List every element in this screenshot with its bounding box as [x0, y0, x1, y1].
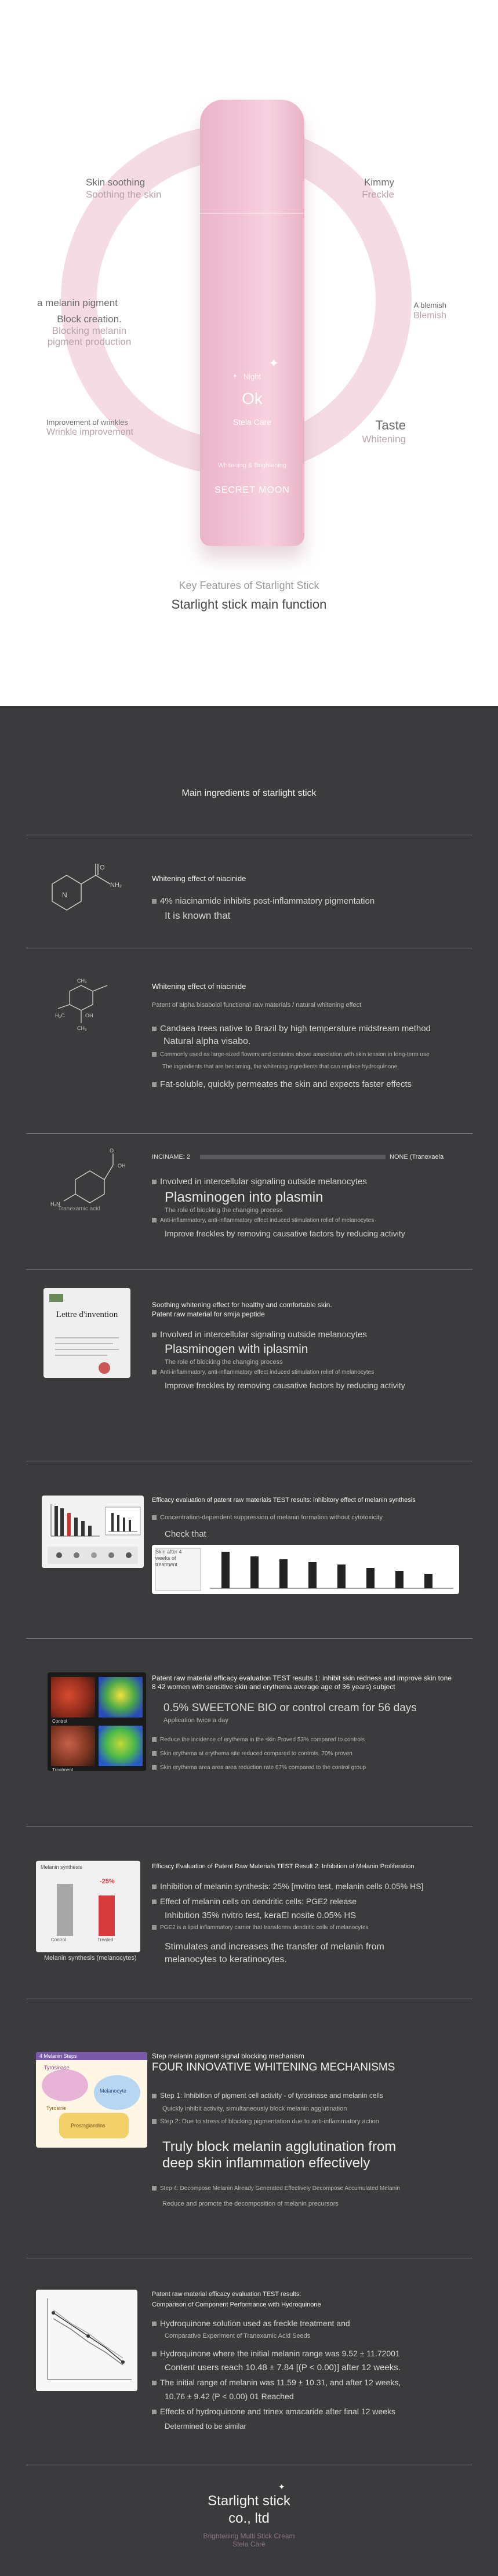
efficacy2-note1: Reduce the incidence of erythema in the skin Proved 53% compared to controls — [152, 1737, 365, 1743]
patent-document-image — [43, 1288, 130, 1378]
svg-text:N: N — [62, 891, 67, 899]
diag-label-1: Tyrosinase — [44, 2065, 70, 2071]
efficacy1-line1: Check that — [165, 1529, 206, 1539]
efficacy3-line5: melanocytes to keratinocytes. — [165, 1955, 287, 1964]
divider — [26, 1133, 472, 1134]
tranexamic-big: Plasminogen into plasmin — [165, 1189, 323, 1205]
diag-label-3: Tyrosine — [46, 2105, 67, 2111]
mechanisms-big1: Truly block melanin agglutination from — [162, 2139, 397, 2155]
arbutin-line3: Fat-soluble, quickly permeates the skin and expects faster effects — [152, 1079, 412, 1089]
peptide-big: Plasminogen with iplasmin — [165, 1342, 308, 1356]
doc-line — [55, 1349, 119, 1350]
tranexamic-note: The role of blocking the changing process — [165, 1207, 283, 1214]
svg-text:O: O — [110, 1148, 114, 1154]
feature-taste: Taste Whitening — [362, 418, 406, 445]
hydroquinone-note: Comparative Experiment of Tranexamic Acid Seeds — [165, 2333, 311, 2339]
hydroquinone-line4: The initial range of melanin was 11.59 ± 10.31, and after 12 weeks, — [152, 2378, 401, 2387]
efficacy2-big: 0.5% SWEETONE BIO or control cream for 56 days — [163, 1702, 417, 1714]
divider — [26, 1826, 472, 1827]
hydroquinone-line1: Hydroquinone solution used as freckle treatment and — [152, 2319, 350, 2328]
bar-label-treated: Treated — [97, 1937, 114, 1942]
melanin-synthesis-chart-image — [36, 1861, 140, 1952]
ingredients-title: Main ingredients of starlight stick — [181, 788, 317, 798]
efficacy3-line1: Inhibition of melanin synthesis: 25% [mvitro test, melanin cells 0.05% HS] — [152, 1882, 423, 1891]
mechanisms-step4: Step 4: Decompose Melanin Already Generated Effectively Decompose Accumulated Melanin — [152, 2185, 400, 2192]
mechanisms-title: FOUR INNOVATIVE WHITENING MECHANISMS — [152, 2061, 395, 2073]
product-maker: SECRET MOON — [215, 485, 290, 495]
hydroquinone-line5: 10.76 ± 9.42 (P < 0.00) 01 Reached — [165, 2392, 294, 2401]
niacinamide-line1: 4% niacinamide inhibits post-inflammatory pigmentation — [152, 896, 375, 906]
redacted-bar — [200, 1155, 386, 1159]
efficacy3-caption: Melanin synthesis (melanocytes) — [44, 1955, 137, 1962]
peptide-line1: Involved in intercellular signaling outside melanocytes — [152, 1330, 367, 1340]
hydroquinone-line6: Effects of hydroquinone and trinex amacaride after final 12 weeks — [152, 2407, 395, 2416]
hydroquinone-line3: Content users reach 10.48 ± 7.84 [(P < 0.00)] after 12 weeks. — [165, 2363, 401, 2373]
svg-text:H₃C: H₃C — [55, 1013, 65, 1018]
diag-label-4: Prostaglandins — [71, 2123, 106, 2129]
product-brand-line1: Night — [243, 372, 261, 381]
footer-title: Starlight stick co., ltd — [208, 2493, 290, 2526]
arbutin-note2: Commonly used as large-sized flowers and contains above association with skin tension in long-term use — [152, 1051, 430, 1058]
feature-skin-soothing: Skin soothing Soothing the skin — [86, 177, 162, 200]
hydroquinone-comparison-chart-image — [36, 2290, 137, 2391]
key-features-caption: Key Features of Starlight Stick — [179, 580, 319, 591]
bar-control — [57, 1884, 73, 1936]
footer-subtitle: Brightening Multi Stick Cream Stela Care — [203, 2532, 295, 2548]
peptide-line2: Improve freckles by removing causative factors by reducing activity — [165, 1381, 405, 1390]
arbutin-note3: The ingredients that are becoming, the whitening ingredients that can replace hydroquinone, — [162, 1064, 399, 1070]
tranexamic-line2: Improve freckles by removing causative factors by reducing activity — [165, 1229, 405, 1238]
efficacy3-line4: Stimulates and increases the transfer of melanin from — [165, 1942, 384, 1952]
divider — [26, 1638, 472, 1639]
arbutin-header: Whitening effect of niacinide — [152, 982, 246, 991]
svg-text:OH: OH — [118, 1163, 126, 1169]
feature-melanin: a melanin pigment — [37, 297, 118, 308]
before-heatmap — [99, 1677, 143, 1718]
svg-text:OH: OH — [85, 1013, 93, 1018]
feature-wrinkles: Improvement of wrinkles Wrinkle improvement — [46, 418, 133, 437]
svg-text:H₂N: H₂N — [50, 1201, 60, 1207]
chart-label: Melanin synthesis — [41, 1864, 82, 1870]
bar-treated — [99, 1895, 115, 1936]
product-brand-line2: Ok — [242, 390, 263, 407]
arbutin-note: Patent of alpha bisabolol functional raw materials / natural whitening effect — [152, 1002, 362, 1009]
mechanisms-big2: deep skin inflammation effectively — [162, 2155, 370, 2171]
niacinamide-header: Whitening effect of niacinide — [152, 874, 246, 883]
mechanisms-step4b: Reduce and promote the decomposition of melanin precursors — [162, 2200, 339, 2207]
before-photo — [51, 1677, 95, 1718]
svg-text:CH₃: CH₃ — [77, 1025, 87, 1031]
product-stick — [200, 100, 304, 546]
after-photo — [51, 1726, 95, 1766]
mechanisms-step1b: Quickly inhibit activity, simultaneously block melanin agglutination — [162, 2105, 347, 2112]
peptide-note2: Anti-inflammatory, anti-inflammatory effect induced stimulation relief of melanocytes — [152, 1369, 374, 1376]
arbutin-line1: Candaea trees native to Brazil by high temperature midstream method — [152, 1024, 431, 1034]
hydroquinone-line2: Hydroquinone where the initial melanin range was 9.52 ± 11.72001 — [152, 2349, 400, 2358]
efficacy3-note: PGE2 is a lipid inflammatory carrier that transforms dendritic cells of melanocytes — [152, 1924, 369, 1931]
label-treatment: Treatment — [52, 1767, 74, 1771]
efficacy3-line2: Effect of melanin cells on dendritic cells: PGE2 release — [152, 1897, 357, 1906]
diag-label-2: Melanocyte — [100, 2088, 127, 2094]
feature-block-creation: Block creation. Blocking melanin pigment production — [47, 314, 132, 347]
svg-text:CH₃: CH₃ — [77, 978, 87, 984]
efficacy2-note3: Skin erythema area area area reduction rate 67% compared to the control group — [152, 1764, 366, 1771]
peptide-header2: Patent raw material for smija peptide — [152, 1310, 265, 1318]
tranexamic-inci-left: INCINAME: 2 — [152, 1154, 191, 1160]
product-name: Stela Care — [232, 417, 272, 427]
logo-icon — [49, 1294, 63, 1302]
main-function-title: Starlight stick main function — [171, 597, 327, 612]
cell-shape — [42, 2069, 88, 2101]
tranexamic-line1: Involved in intercellular signaling outside melanocytes — [152, 1177, 367, 1187]
svg-text:NH₂: NH₂ — [110, 882, 122, 889]
svg-text:O: O — [100, 864, 105, 871]
diagram-title: 4 Melanin Steps — [36, 2052, 147, 2060]
sparkle-small-icon: ✦ — [232, 373, 238, 380]
tranexamic-note2: Anti-inflammatory, anti-inflammatory effect induced stimulation relief of melanocytes — [152, 1217, 374, 1224]
efficacy1-note: Concentration-dependent suppression of melanin formation without cytotoxicity — [152, 1514, 383, 1521]
seal-icon — [99, 1362, 110, 1374]
chart-pct: -25% — [100, 1878, 115, 1885]
doc-line — [55, 1337, 119, 1338]
efficacy1-header: Efficacy evaluation of patent raw materials TEST results: inhibitory effect of melanin synthesis — [152, 1497, 416, 1504]
mechanisms-step1: Step 1: Inhibition of pigment cell activity - of tyrosinase and melanin cells — [152, 2091, 383, 2100]
label-control: Control — [52, 1719, 67, 1724]
tranexamic-inci-right: NONE (Tranexaela — [390, 1154, 444, 1160]
feature-kimmy: Kimmy Freckle — [362, 177, 394, 200]
feature-blemish: A blemish Blemish — [413, 301, 446, 321]
footer-sparkle-icon: ✦ — [278, 2482, 285, 2491]
melanin-efficacy-chart-image — [42, 1496, 144, 1568]
hydroquinone-header2: Comparison of Component Performance with Hydroquinone — [152, 2301, 321, 2308]
divider — [26, 1269, 472, 1270]
after-heatmap — [99, 1726, 143, 1766]
efficacy2-note2: Skin erythema at erythema site reduced compared to controls, 70% proven — [152, 1751, 352, 1757]
skin-redness-images — [48, 1672, 146, 1771]
efficacy2-note: Application twice a day — [163, 1717, 228, 1724]
doc-line — [55, 1355, 107, 1356]
tranexamic-caption: Tranexamic acid — [58, 1206, 100, 1212]
bar-label-control: Control — [51, 1937, 66, 1942]
efficacy2-header: Patent raw material efficacy evaluation TEST results 1: inhibit skin redness and improve skin tone 8 42 women with sensitive skin and erythema average age of 36 years) subject — [152, 1674, 452, 1691]
efficacy1-bar-chart-image — [152, 1545, 459, 1594]
doc-line — [55, 1343, 113, 1344]
hero-section — [0, 0, 498, 706]
efficacy3-line3: Inhibition 35% nvitro test, keraEl nosite 0.05% HS — [165, 1911, 357, 1920]
peptide-header: Soothing whitening effect for healthy and comfortable skin. — [152, 1301, 332, 1309]
efficacy3-header: Efficacy Evaluation of Patent Raw Materials TEST Result 2: Inhibition of Melanin Proliferation — [152, 1863, 415, 1870]
sparkle-icon: ✦ — [268, 356, 279, 370]
product-description: Whitening & Brightening — [217, 462, 286, 469]
efficacy1-inset-label: Skin after 4 weeks of treatment — [155, 1549, 182, 1567]
mechanisms-header: Step melanin pigment signal blocking mechanism — [152, 2052, 304, 2060]
hydroquinone-line7: Determined to be similar — [165, 2422, 246, 2431]
niacinamide-structure-icon — [49, 864, 136, 922]
hydroquinone-header: Patent raw material efficacy evaluation TEST results: — [152, 2291, 301, 2298]
peptide-note: The role of blocking the changing process — [165, 1359, 283, 1366]
niacinamide-line2: It is known that — [165, 910, 231, 921]
mechanisms-step2: Step 2: Due to stress of blocking pigmentation due to anti-inflammatory action — [152, 2118, 379, 2125]
mechanism-diagram-image — [36, 2052, 147, 2148]
arbutin-line2: Natural alpha visabo. — [163, 1036, 251, 1046]
bisabolol-structure-icon — [55, 977, 119, 1032]
patent-document-title: Lettre d'invention — [56, 1310, 118, 1319]
